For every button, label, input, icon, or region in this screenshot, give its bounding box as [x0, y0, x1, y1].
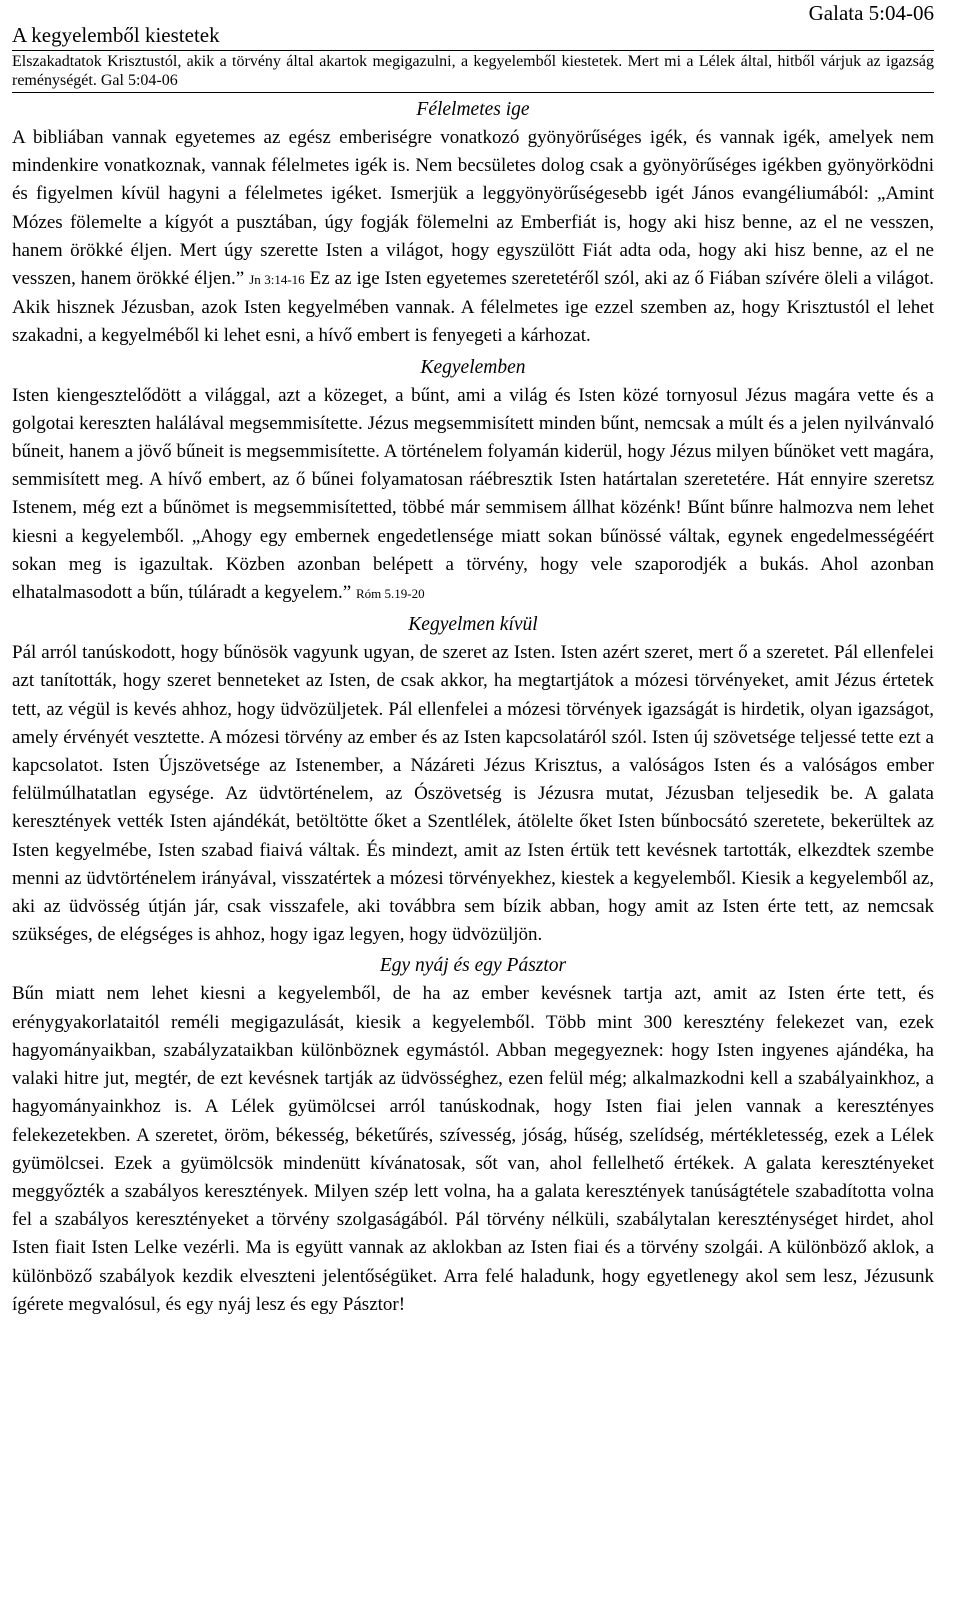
paragraph-text: Ez az ige Isten egyetemes szeretetéről szól, aki az ő Fiában szívére öleli a világot. Akik hisznek Jézusban, azok Isten kegyelmében vannak. A félelmetes ige ezzel szemben az, hogy Krisztustól el lehet szakadni, a kegyelméből ki lehet esni, a hívő embert is fenyegeti a kárhozat.: [12, 268, 935, 347]
section-paragraph: Bűn miatt nem lehet kiesni a kegyelemből, de ha az ember kevésnek tartja azt, amit az Isten érte tett, és erénygyakorlataitól reméli megigazulását, kiesik a kegyelemből. Több mint 300 keresztény felekezet van, ezek hagyományaikban, szabályzataikban különböznek egymástól. Abban megegyeznek: hogy Isten ingyenes ajándéka, ha valaki hitre jut, megtér, de ezt kevésnek tartják az üdvösséghez, ezen felül még; alkalmazkodni kell a szabályainkhoz, a hagyományainkhoz is. A Lélek gyümölcsei arról tanúskodnak, hogy Isten fiai jelen vannak a keresztényes felekezetekben. A szeretet, öröm, békesség, béketűrés, szívesség, jóság, hűség, szelídség, mértékletesség, ezek a Lélek gyümölcsei. Ezek a gyümölcsök mindenütt kívánatosak, sőt van, ahol fellelhető értékek. A galata keresztényeket meggyőzték a szabályos keresztények. Milyen szép lett volna, ha a galata keresztények tanúságtétele szabadította volna fel a szabályos keresztényeket a törvény szolgaságából. Pál törvény nélküli, szabálytalan kereszténységet hirdet, ahol Isten fiait Isten Lelke vezérli. Ma is együtt vannak az aklokban az Isten fiai és a törvény szolgái. A különböző aklok, a különböző szabályok kezdik elveszteni jelentőségüket. Arra felé haladunk, hogy egyetlenegy akol sem lesz, Jézusunk ígérete megvalósul, és egy nyáj lesz és egy Pásztor!: [12, 983, 934, 1315]
section-kegyelemben: [12, 353, 934, 609]
paragraph-text: A bibliában vannak egyetemes az egész emberiségre vonatkozó gyönyörűséges igék, és vannak igék, amelyek nem mindenkire vonatkoznak, vannak félelmetes igék is. Nem becsületes dolog csak a gyönyörűséges igékben gyönyörködni és figyelmen kívül hagyni a félelmetes igéket. Ismerjük a leggyönyörűségesebb igét János evangéliumából: „Amint Mózes fölemelte a kígyót a pusztában, úgy fogják fölemelni az Emberfiát is, hogy aki hisz benne, az el ne vesszen, hanem örökké éljen. Mert úgy szerette Isten a világot, hogy egyszülött Fiát adta oda, hogy aki hisz benne, az el ne vesszen, hanem örökké éljen.”: [12, 127, 934, 290]
section-paragraph: Pál arról tanúskodott, hogy bűnösök vagyunk ugyan, de szeret az Isten. Isten azért szeret, mert ő a szeretet. Pál ellenfelei azt tanították, hogy szeret benneteket az Isten, de csak akkor, ha megtartjátok a mózesi törvényeket, amit Jézus értetek tett, az végül is kevés ahhoz, hogy üdvözüljetek. Pál ellenfelei a mózesi törvények igazságát is hirdetik, olyan igazságot, amely érvényét vesztette. A mózesi törvény az ember és az Isten kapcsolatáról szól. Isten új szövetsége teljessé tette ezt a kapcsolatot. Isten Újszövetsége az Istenember, a Názáreti Jézus Krisztus, a valóságos Isten és a valóságos ember felülmúlhatatlan egysége. Az üdvtörténelem, az Ószövetség is Jézusra mutat, Jézusban teljesedik be. A galata keresztények vették Isten ajándékát, betöltötte őket a Szentlélek, átölelte őket Isten bűnbocsátó szeretete, bekerültek az Isten kegyelmébe, Isten szabad fiaivá váltak. És mindezt, amit az Isten értük tett kevésnek tartották, elkezdtek szembe menni az üdvtörténelem irányával, visszatértek a mózesi törvényekhez, kiestek a kegyelemből. Kiesik a kegyelemből az, aki az üdvösség útján jár, csak visszafele, aki továbbra sem bízik abban, hogy amit az Isten érte tett, az nemcsak szükséges, de elégséges is ahhoz, hogy igaz legyen, hogy üdvözüljön.: [12, 642, 934, 946]
section-title: Egy nyáj és egy Pásztor: [379, 955, 567, 977]
section-title: Kegyelmen kívül: [408, 614, 538, 636]
document-title: A kegyelemből kiestetek: [12, 23, 220, 47]
document-header: [12, 0, 934, 50]
section-felelmetes-ige: [12, 95, 934, 351]
section-paragraph: [12, 124, 934, 351]
section-kegyelmen-kivul: [12, 610, 934, 949]
section-title: Félelmetes ige: [416, 99, 530, 120]
scripture-reference: Galata 5:04-06: [808, 1, 934, 25]
section-egy-nyaj: [12, 951, 934, 1318]
section-paragraph: [12, 382, 934, 609]
document-page: [12, 0, 934, 1319]
section-title: Kegyelemben: [420, 356, 526, 378]
verse-reference: Róm 5.19-20: [356, 586, 425, 602]
paragraph-text: Isten kiengesztelődött a világgal, azt a közeget, a bűnt, ami a világ és Isten közé tornyosul Jézus magára vette és a golgotai kereszten halálával megsemmisítette. Jézus megsemmisített minden bűnt, nemcsak a múlt és a jelen nyilvánvaló bűneit, hanem a jövő bűneit is megsemmisítette. A történelem folyamán kiderül, hogy Jézus milyen bűnöket vett magára, semmisített meg. A hívő embert, az ő bűnei folyamatosan ráébresztik Isten határtalan szeretetére. Hát ennyire szeretsz Istenem, még ezt a bűnömet is megsemmisítetted, többé már semmisem állhat közénk! Bűnt bűnre halmozva nem lehet kiesni a kegyelemből. „Ahogy egy embernek engedetlensége miatt sokan bűnössé váltak, egynek engedelmességéért sokan meg is igazultak. Közben azonban belépett a törvény, hogy vele szaporodjék a bukás. Ahol azonban elhatalmasodott a bűn, túláradt a kegyelem.”: [12, 384, 934, 604]
lead-quote: Elszakadtatok Krisztustól, akik a törvény által akartok megigazulni, a kegyelemből kiestetek. Mert mi a Lélek által, hitből várjuk az igazság reménységét. Gal 5:04-06: [12, 50, 934, 93]
verse-reference: Jn 3:14-16: [249, 272, 305, 288]
